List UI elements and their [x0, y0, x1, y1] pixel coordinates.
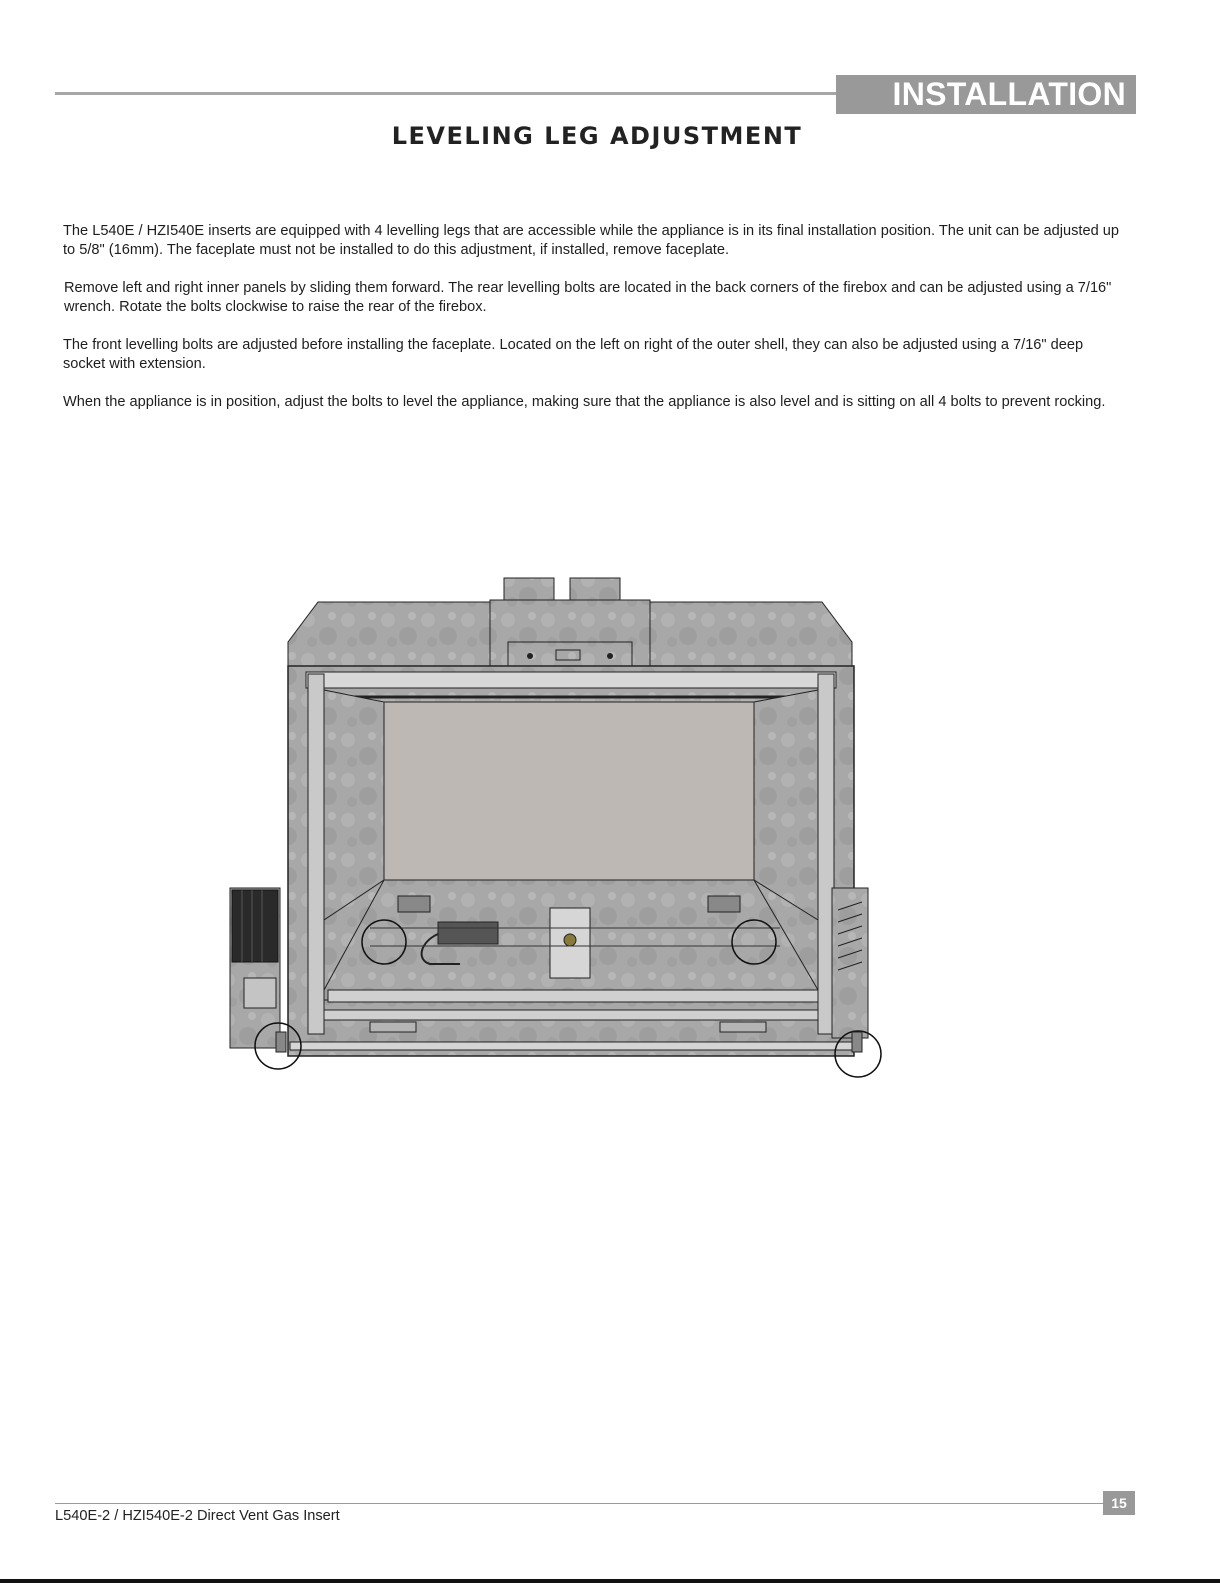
- page-title: LEVELING LEG ADJUSTMENT: [391, 122, 803, 150]
- paragraph-2: Remove left and right inner panels by sliding them forward. The rear levelling bolts are located in the back corners of the firebox and can be adjusted using a 7/16" wrench. Rotate the bolts clockwise to raise the rear of the firebox.: [64, 280, 1112, 315]
- paragraph-1: The L540E / HZI540E inserts are equipped with 4 levelling legs that are accessible while the appliance is in its final installation position. The unit can be adjusted up to 5/8" (16mm). The faceplate must not be installed to do this adjustment, if installed, remove faceplate.: [63, 223, 1119, 258]
- paragraph-3: The front levelling bolts are adjusted before installing the faceplate. Located on the left on right of the outer shell, they can also be adjusted using a 7/16" deep socket with extension.: [63, 337, 1084, 372]
- base-rail: [290, 1042, 856, 1050]
- footer-document-title: L540E-2 / HZI540E-2 Direct Vent Gas Insert: [55, 1508, 340, 1524]
- bottom-edge: [0, 1579, 1220, 1583]
- footer-rule: [55, 1503, 1103, 1504]
- gas-insert-illustration: [220, 570, 890, 1085]
- gas-insert-front-view-icon: [220, 570, 890, 1085]
- section-tab: INSTALLATION: [836, 75, 1136, 114]
- gas-valve: [438, 922, 498, 944]
- paragraph-4: When the appliance is in position, adjust the bolts to level the appliance, making sure that the appliance is also level and is sitting on all 4 bolts to prevent rocking.: [63, 394, 1106, 410]
- header-rule: [55, 92, 845, 95]
- rear-panel: [384, 702, 754, 880]
- page-number: 15: [1103, 1491, 1135, 1515]
